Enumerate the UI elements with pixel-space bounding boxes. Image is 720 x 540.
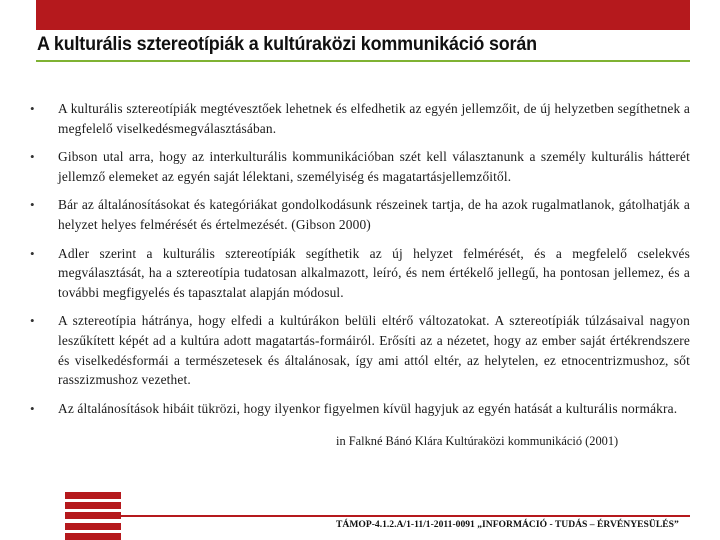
bullet-item: [30, 244, 690, 303]
bullet-text: Gibson utal arra, hogy az interkulturális kommunikációban szét kell választanunk a személy kulturális hátterét jellemző elemeket az egyén saját lélektani, személyiség és magatartásjellemzőitől.: [58, 149, 690, 184]
footer-rule: [66, 515, 690, 517]
bullet-marker: •: [30, 197, 35, 213]
title-underline: [36, 60, 690, 62]
bullet-item: [30, 99, 690, 138]
bullet-marker: •: [30, 400, 35, 416]
source-citation: in Falkné Bánó Klára Kultúraközi kommunikáció (2001): [336, 434, 619, 448]
bullet-text: Adler szerint a kulturális sztereotípiák segíthetik az új helyzet felmérését, és a megfelelő cselekvés megválasztását, ha a sztereotípia tudatosan alkalmazott, leíró, és nem értékelő jellegű, ha pontosan jellemez, és a további megfigyelés és tapasztalat alapján módosul.: [58, 245, 690, 300]
bullet-text: Az általánosítások hibáit tükrözi, hogy ilyenkor figyelmen kívül hagyjuk az egyén hatását a kulturális normákra.: [58, 400, 678, 416]
bullet-list: [30, 99, 690, 418]
footer-project-text: TÁMOP-4.1.2.A/1-11/1-2011-0091 „INFORMÁCIÓ - TUDÁS – ÉRVÉNYESÜLÉS”: [336, 519, 679, 530]
slide-title: A kulturális sztereotípiák a kultúraközi kommunikáció során: [37, 33, 537, 55]
bullet-item: [30, 311, 690, 389]
bullet-text: A sztereotípia hátránya, hogy elfedi a kultúrákon belüli eltérő változatokat. A sztereotípiák túlzásaival nagyon leszűkített képét ad a kultúra adott magatartás-formáiról. Erősíti az a nézetet, hogy az ember saját értékrendszere és viselkedésformái a természetesek és általánosak, így ami attól eltér, az helytelen, ez etnocentrizmushoz, sőt rasszizmushoz vezethet.: [58, 313, 690, 388]
bullet-item: [30, 399, 690, 419]
bullet-marker: •: [30, 313, 35, 329]
bullet-text: A kulturális sztereotípiák megtévesztőek lehetnek és elfedhetik az egyén jellemzőit, de új helyzetben segíthetnek a megfelelő viselkedésmegválasztásában.: [58, 101, 690, 136]
header-color-bar: [36, 0, 690, 30]
bullet-text: Bár az általánosításokat és kategóriákat gondolkodásunk részeinek tartja, de ha azok rugalmatlanok, gátolhatják a helyzet helyes felmérését és értelmezését. (Gibson 2000): [58, 197, 690, 232]
bullet-marker: •: [30, 149, 35, 165]
bullet-item: [30, 195, 690, 234]
slide-content: [30, 99, 690, 427]
bullet-marker: •: [30, 245, 35, 261]
bullet-item: [30, 147, 690, 186]
bullet-marker: •: [30, 101, 35, 116]
